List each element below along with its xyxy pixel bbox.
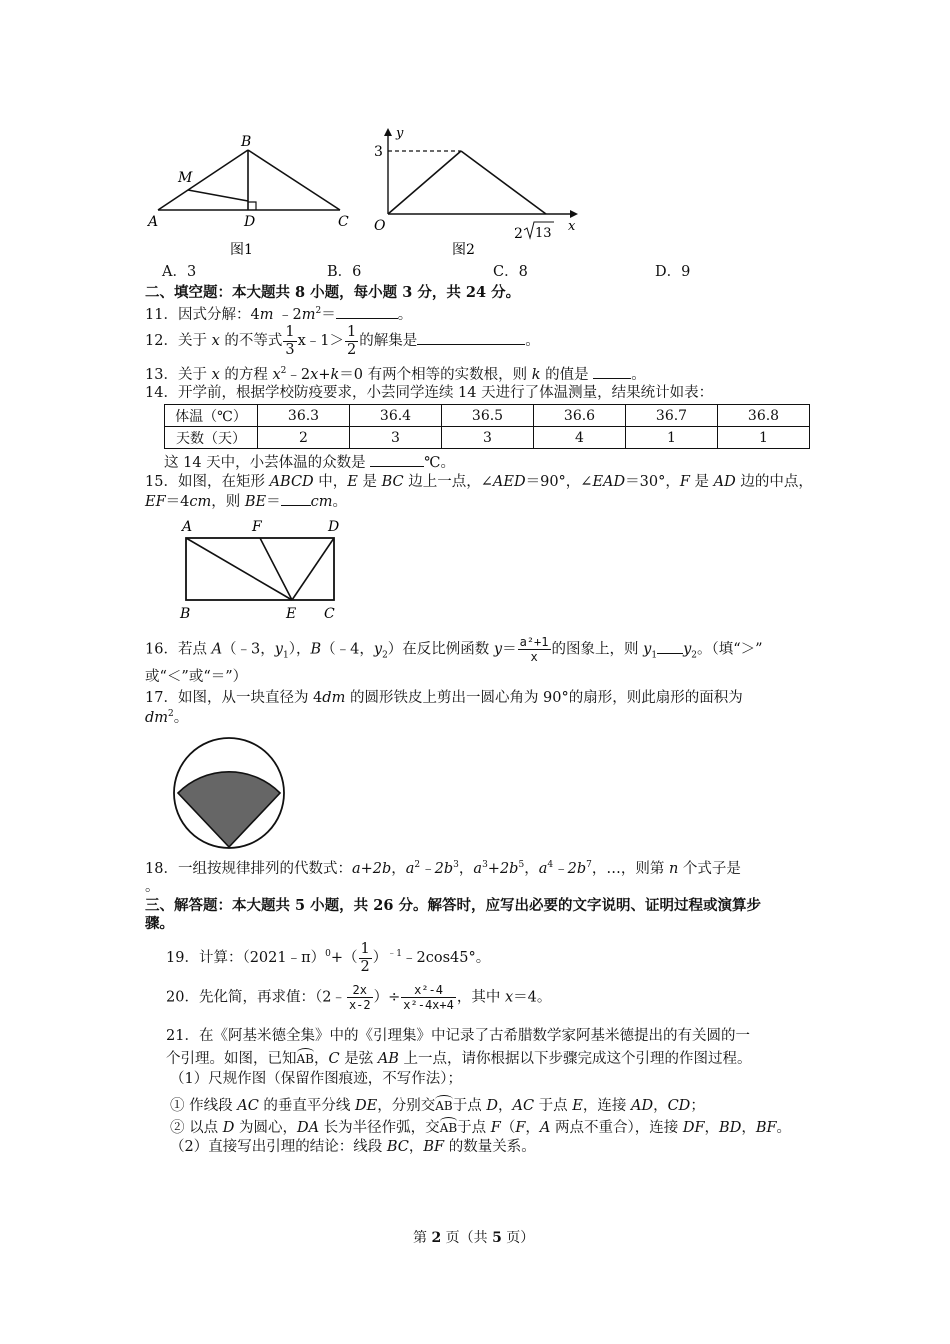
table-cell: 2: [258, 427, 350, 449]
table-cell: 1: [718, 427, 810, 449]
q14-after: 这 14 天中，小芸体温的众数是 ℃。: [164, 455, 456, 471]
table-cell: 天数（天）: [165, 427, 258, 449]
q10-option-b: B．6: [327, 264, 362, 280]
fig2-caption: 图2: [452, 242, 475, 258]
section3-line2: 骤。: [145, 915, 174, 932]
fig1-label-m: M: [178, 170, 193, 186]
fig15-label-e: E: [286, 606, 297, 622]
q21-step2: ② 以点 D 为圆心，DA 长为半径作弧，交AB于点 F（F，A 两点不重合），连接 DF，BD，BF。: [170, 1116, 791, 1137]
q14-table: [164, 404, 810, 449]
q10-figure-1: [140, 128, 370, 258]
q21-line2: 个引理。如图，已知AB，C 是弦 AB 上一点，请你根据以下步骤完成这个引理的作图过程。: [166, 1047, 752, 1068]
fig1-label-d: D: [244, 214, 256, 230]
q17-line2: $dm^2$。: [145, 709, 189, 726]
fig1-label-b: B: [241, 134, 252, 150]
table-cell: 1: [626, 427, 718, 449]
q14-text: 14．开学前，根据学校防疫要求，小芸同学连续 14 天进行了体温测量，结果统计如表：: [145, 385, 714, 401]
table-cell: 3: [442, 427, 534, 449]
fig2-sqrt-value: 13: [535, 226, 552, 241]
fig15-label-f: F: [252, 519, 262, 535]
q10-option-c: C．8: [493, 264, 528, 280]
table-cell: 36.4: [350, 405, 442, 427]
table-row: [165, 405, 810, 427]
table-cell: 3: [350, 427, 442, 449]
fig2-label-x: x: [568, 219, 576, 234]
table-cell: 4: [534, 427, 626, 449]
table-cell: 36.8: [718, 405, 810, 427]
q21-line3: （1）尺规作图（保留作图痕迹，不写作法）；: [170, 1071, 462, 1087]
fig2-label-y: y: [396, 126, 404, 141]
fig1-caption: 图1: [230, 242, 253, 258]
fig2-label-o: O: [374, 218, 386, 234]
q12: 12．关于 x 的不等式 $\frac{1}{3}$ x﹣1＞ $\frac{1}{2}$ 的解集是 。: [145, 324, 540, 358]
table-row: [165, 427, 810, 449]
fig15-label-b: B: [180, 606, 191, 622]
page-footer: 第 2 页（共 5 页）: [413, 1230, 535, 1246]
fig2-label-3: 3: [374, 144, 383, 160]
q19: 19．计算：（2021﹣π）$^0$+（ $\frac{1}{2}$ ）$^{﹣1}$﹣2cos45°。: [166, 941, 491, 975]
q21-line1: 21．在《阿基米德全集》中的《引理集》中记录了古希腊数学家阿基米德提出的有关圆的一: [166, 1028, 750, 1044]
fig15-label-d: D: [328, 519, 340, 535]
q15-figure: [172, 514, 362, 624]
q13: 13．关于 x 的方程 $x^2﹣2x+k=0$ 有两个相等的实数根，则 k 的值是 。: [145, 366, 646, 383]
q10-option-a: A．3: [162, 264, 197, 280]
fig15-label-a: A: [182, 519, 193, 535]
q20: 20．先化简，再求值：（2﹣ $\frac{2x}{x-2}$ ）÷ $\frac{\text{x²-4}}{\text{x²-4x+4}}$ ，其中 x＝4。: [166, 983, 552, 1012]
q16-line1: 16．若点 A（﹣3，$y_1$），B（﹣4，$y_2$）在反比例函数 y＝ $\frac{\text{a²+1}}{x}$ 的图象上，则 $y_1$ $y_2$。（填“＞”: [145, 635, 763, 664]
table-cell: 36.5: [442, 405, 534, 427]
q17-figure: [170, 733, 290, 853]
q21-line6: （2）直接写出引理的结论：线段 BC，BF 的数量关系。: [170, 1139, 536, 1155]
q11: 11．因式分解：4m $﹣2m^2=$ 。: [145, 306, 413, 323]
q16-line2: 或“＜”或“＝”）: [145, 669, 248, 685]
q10-option-d: D．9: [655, 264, 691, 280]
section2-title: 二、填空题：本大题共 8 小题，每小题 3 分，共 24 分。: [145, 284, 521, 301]
fig2-label-2: 2: [514, 226, 523, 242]
q18-line1: 18．一组按规律排列的代数式：a+2b，$a^2﹣2b^3$，$a^3+2b^5$，$a^4﹣2b^7$，…，则第 n 个式子是: [145, 860, 741, 877]
q15-line1: 15．如图，在矩形 ABCD 中，E 是 BC 边上一点，∠AED＝90°，∠EAD＝30°，F 是 AD 边的中点，: [145, 474, 813, 490]
section3-line1: 三、解答题：本大题共 5 小题，共 26 分。解答时，应写出必要的文字说明、证明过程或演算步: [145, 897, 761, 914]
fig15-label-c: C: [324, 606, 335, 622]
q10-figure-2: [366, 124, 586, 258]
fig1-label-a: A: [148, 214, 159, 230]
fig1-label-c: C: [338, 214, 349, 230]
table-cell: 36.3: [258, 405, 350, 427]
q21-step1: ① 作线段 AC 的垂直平分线 DE，分别交AB于点 D，AC 于点 E，连接 AD，CD；: [170, 1094, 705, 1115]
table-cell: 体温（℃）: [165, 405, 258, 427]
table-cell: 36.6: [534, 405, 626, 427]
q15-line2: EF＝4cm，则 BE＝ cm。: [145, 494, 347, 510]
q17-line1: 17．如图，从一块直径为 4dm 的圆形铁皮上剪出一圆心角为 90°的扇形，则此扇形的面积为: [145, 690, 743, 706]
q18-line2: 。: [145, 879, 160, 895]
table-cell: 36.7: [626, 405, 718, 427]
